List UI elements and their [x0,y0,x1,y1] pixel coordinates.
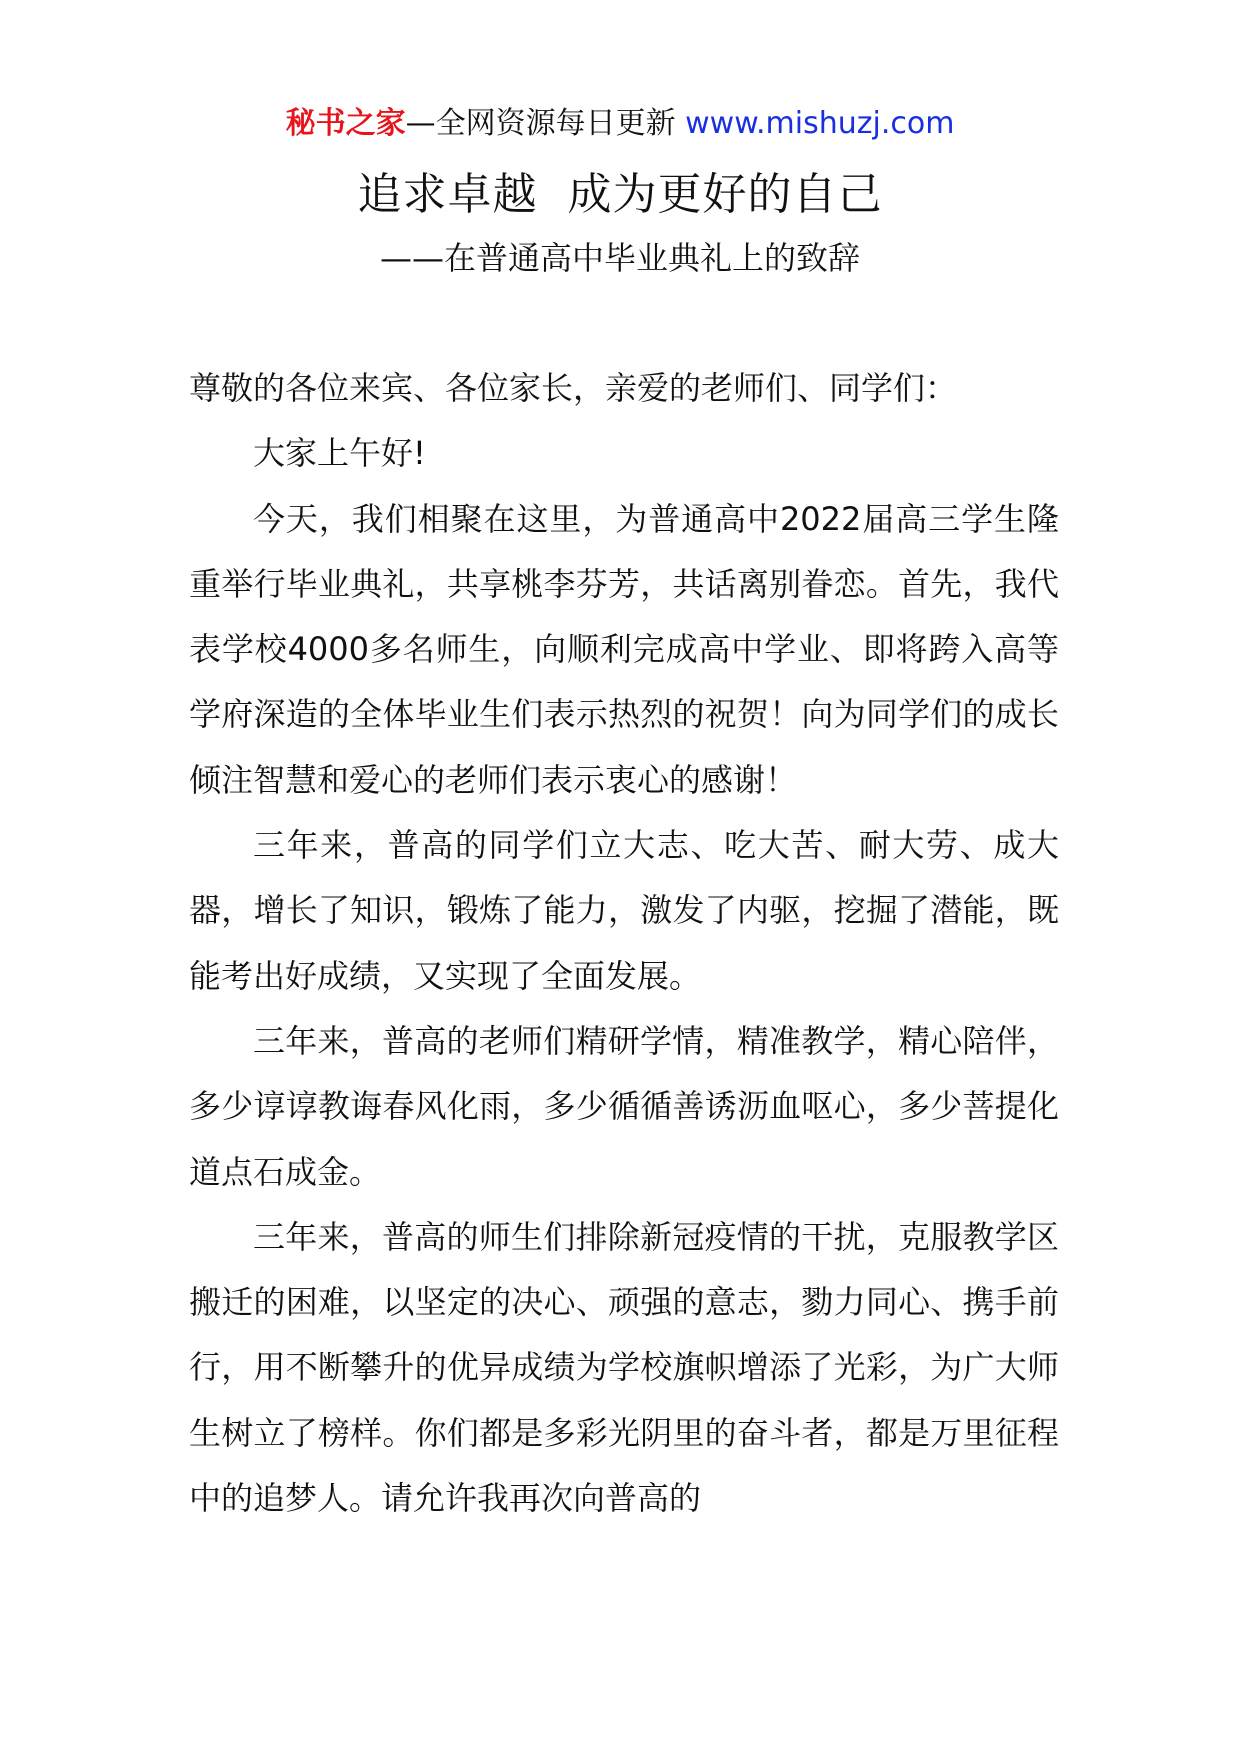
brand-name: 秘书之家 [285,106,406,141]
site-header [0,100,1240,148]
paragraph-everyone: 三年来，普高的师生们排除新冠疫情的干扰，克服教学区搬迁的困难，以坚定的决心、顽强的意志，勠力同心、携手前行，用不断攀升的优异成绩为学校旗帜增添了光彩，为广大师生树立了榜样。你们都是多彩光阴里的奋斗者，都是万里征程中的追梦人。请允许我再次向普高的 [189,1217,1059,1518]
header-tagline: —全网资源每日更新 [405,106,676,141]
paragraph-teachers: 三年来，普高的老师们精研学情，精准教学，精心陪伴，多少谆谆教诲春风化雨，多少循循善诱沥血呕心，多少菩提化道点石成金。 [189,1021,1059,1191]
salutation: 尊敬的各位来宾、各位家长，亲爱的老师们、同学们： [189,369,958,407]
paragraph-students: 三年来，普高的同学们立大志、吃大苦、耐大劳、成大器，增长了知识，锻炼了能力，激发了内驱，挖掘了潜能，既能考出好成绩，又实现了全面发展。 [189,826,1059,995]
paragraph-opening: 今天，我们相聚在这里，为普通高中2022届高三学生隆重举行毕业典礼，共享桃李芬芳，共话离别眷恋。首先，我代表学校4000多名师生，向顺利完成高中学业、即将跨入高等学府深造的全体毕业生们表示热烈的祝贺！向为同学们的成长倾注智慧和爱心的老师们表示衷心的感谢！ [189,499,1059,799]
document-body [189,356,1059,1531]
paragraph-greeting: 大家上午好! [253,434,426,473]
document-subtitle: ——在普通高中毕业典礼上的致辞 [379,239,860,277]
site-url-link[interactable]: www.mishuzj.com [685,106,955,141]
document-title: 追求卓越 成为更好的自己 [357,169,883,220]
